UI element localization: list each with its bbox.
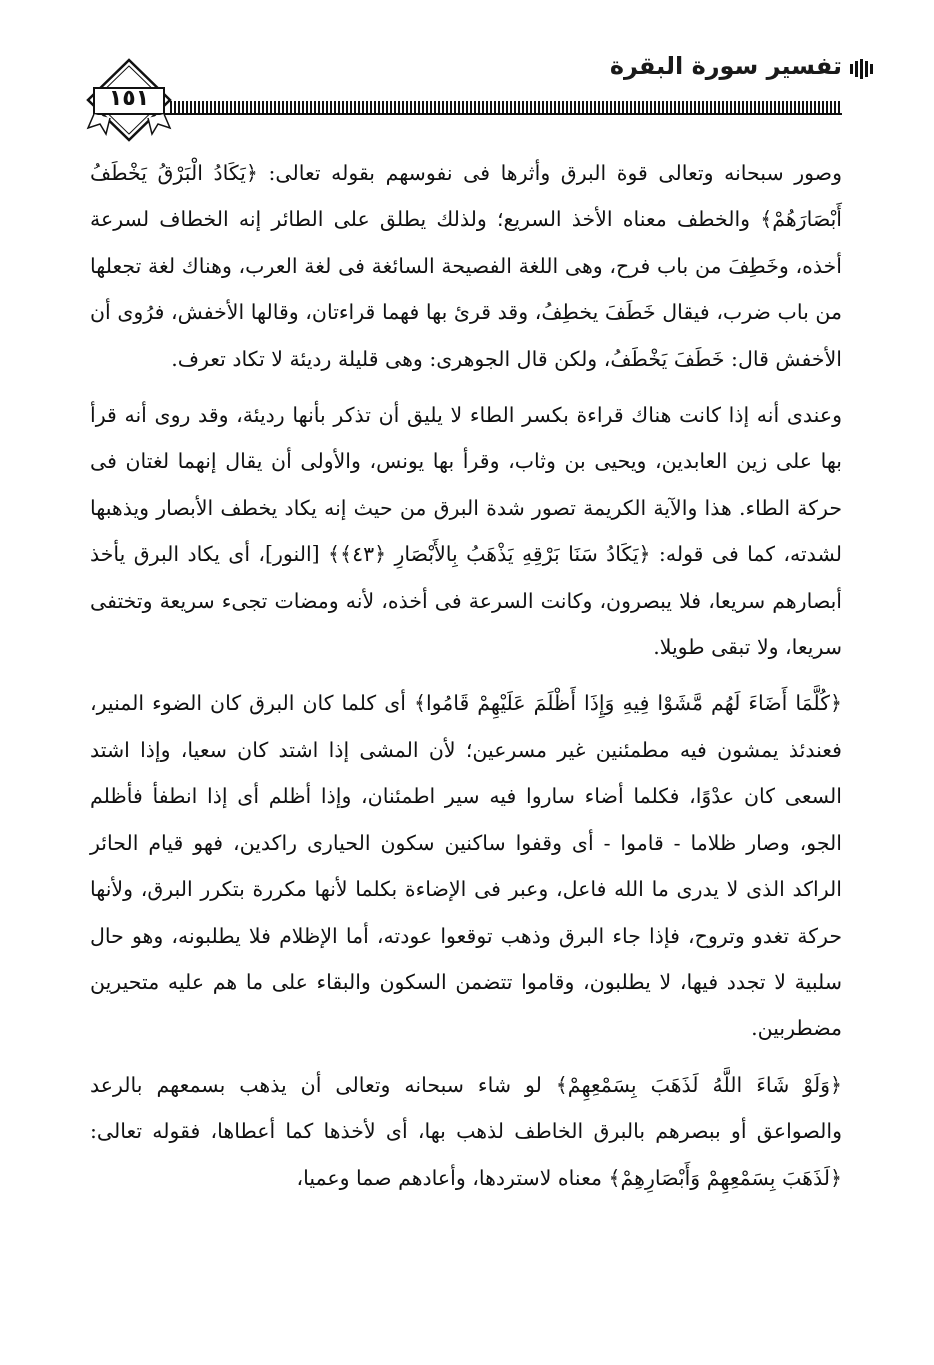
header-rule	[170, 101, 842, 113]
paragraph-3: ﴿كُلَّمَا أَضَاءَ لَهُم مَّشَوْا فِيهِ وَإِذَا أَظْلَمَ عَلَيْهِمْ قَامُوا﴾ أى كلما كان البرق كان الضوء المنير، فعندئذ يمشون فيه مطمئنين غير مسرعين؛ لأن المشى إذا اشتد كان سعيا، وإذا اشتد السعى كان عدْوًا، فكلما أضاء ساروا فيه سير اطمئنان، وإذا أظلم أى إذا انطفأ فأظلم الجو، وصار ظلاما - قاموا - أى وقفوا ساكنين سكون الحيارى راكدين، فهو قيام الحائر الراكد الذى لا يدرى ما الله فاعل، وعبر فى الإضاءة بكلما لأنها مكررة بتكرر البرق، ولأنها حركة تغدو وتروح، فإذا جاء البرق وذهب توقعوا عودته، أما الإظلام فلا يطلبونه، وهو حال سلبية لا تجدد فيها، لا يطلبون، وقاموا تتضمن السكون والبقاء على ما هم عليه متحيرين مضطربين.	[90, 691, 842, 1041]
paragraph-1: وصور سبحانه وتعالى قوة البرق وأثرها فى نفوسهم بقوله تعالى: ﴿يَكَادُ الْبَرْقُ يَخْطَفُ أَبْصَارَهُمْ﴾ والخطف معناه الأخذ السريع؛ ولذلك يطلق على الطائر إنه الخطاف لسرعة أخذه، وخَطِفَ من باب فرح، وهى اللغة الفصيحة السائغة فى لغة العرب، وهناك لغة تجعلها من باب ضرب، فيقال خَطَفَ يخطِفُ، وقد قرئ بها فهما قراءتان، وقالها الأخفش، فرُوى أن الأخفش قال: خَطَفَ يَخْطَفُ، ولكن قال الجوهرى: وهى قليلة رديئة لا تكاد تعرف.	[90, 161, 842, 371]
running-header-title: تفسير سورة البقرة	[609, 52, 842, 80]
paragraph-2: وعندى أنه إذا كانت هناك قراءة بكسر الطاء لا يليق أن تذكر بأنها رديئة، وقد روى أنه قرأ بها على زين العابدين، ويحيى بن وثاب، وقرأ بها يونس، والأولى أن يقال إنهما لغتان فى حركة الطاء. هذا والآية الكريمة تصور شدة البرق من حيث إنه يكاد يخطف الأبصار ويذهبها لشدته، كما فى قوله: ﴿يَكَادُ سَنَا بَرْقِهِ يَذْهَبُ بِالأَبْصَارِ ﴿٤٣﴾﴾ [النور]، أى يكاد البرق يأخذ أبصارهم سريعا، فلا يبصرون، وكانت السرعة فى أخذه، لأنه ومضات تجىء سريعة وتختفى سريعا، ولا تبقى طويلا.	[90, 403, 842, 660]
page-body	[90, 150, 842, 1201]
paragraph-4: ﴿وَلَوْ شَاءَ اللَّهُ لَذَهَبَ بِسَمْعِهِمْ﴾ لو شاء سبحانه وتعالى أن يذهب بسمعهم بالرعد والصواعق أو ببصرهم بالبرق الخاطف لذهب بها، أى لأخذها كما أعطاها، فقوله تعالى: ﴿لَذَهَبَ بِسَمْعِهِمْ وَأَبْصَارِهِمْ﴾ معناه لاستردها، وأعادهم صما وعميا،	[90, 1072, 842, 1190]
page-number: ١٥١	[108, 86, 150, 111]
ornament-icon	[848, 58, 874, 80]
header-rule-line	[150, 113, 842, 115]
